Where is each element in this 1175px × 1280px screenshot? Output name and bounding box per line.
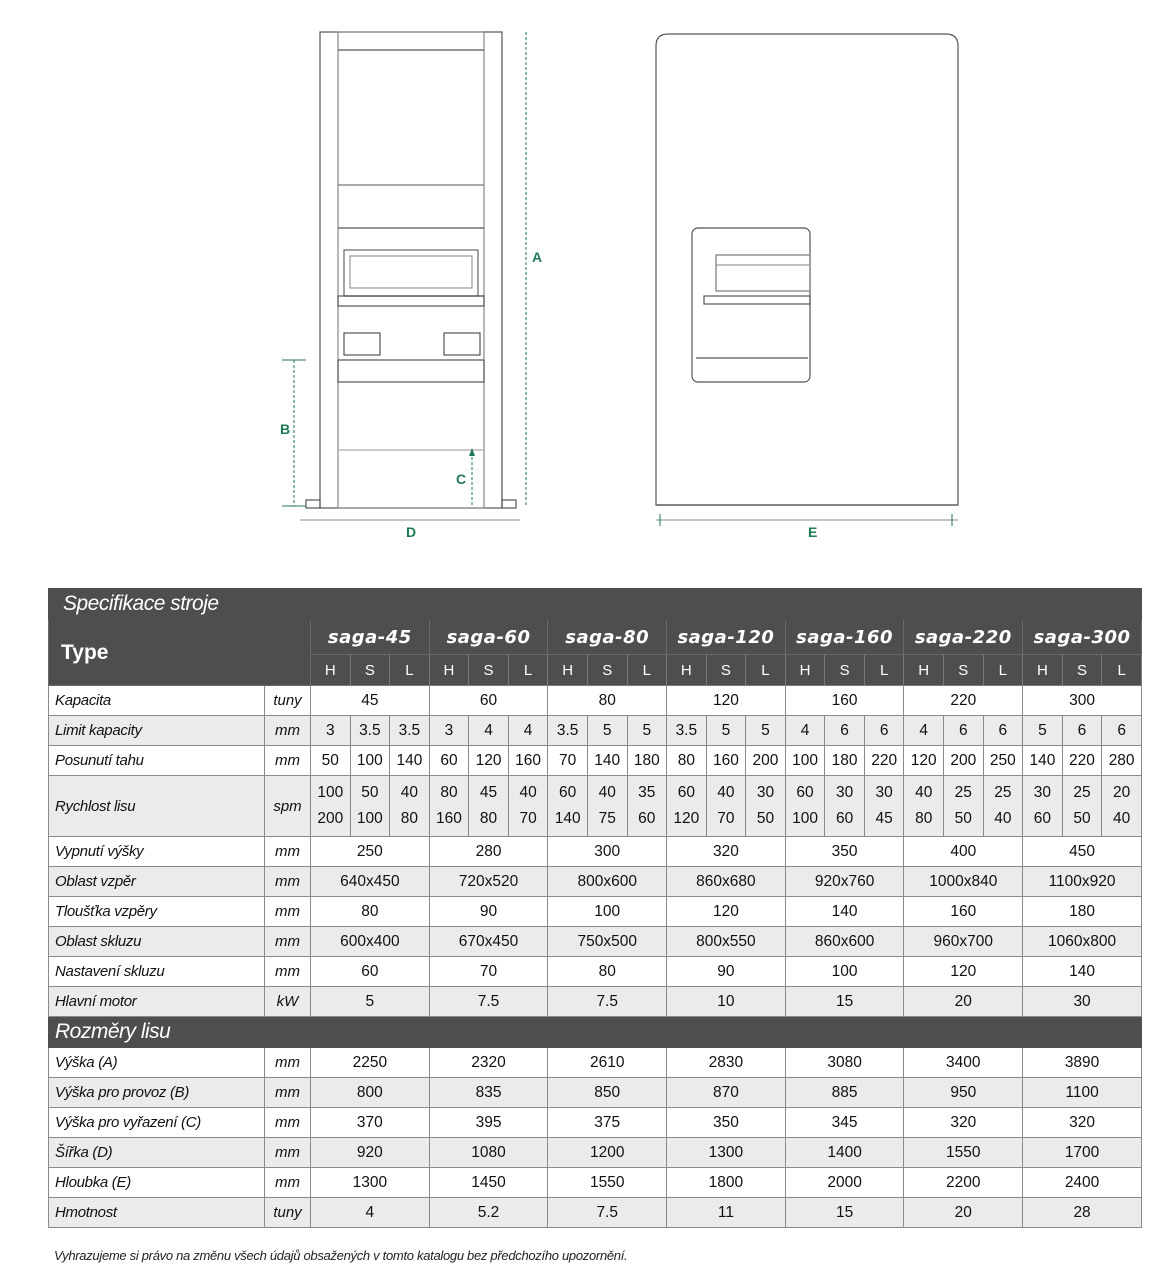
value-bottom: 120 — [673, 810, 700, 827]
row-label: Šířka (D) — [49, 1138, 265, 1168]
value-cell: 1550 — [548, 1168, 667, 1198]
variant-header: S — [706, 655, 746, 686]
spec-section-title: Specifikace stroje — [49, 589, 1142, 620]
value-cell: 920x760 — [785, 867, 904, 897]
front-view-drawing — [306, 32, 516, 508]
dims-section-row — [49, 1017, 1142, 1048]
row-label: Hloubka (E) — [49, 1168, 265, 1198]
value-cell: 90 — [429, 897, 548, 927]
value-cell: 120 — [667, 897, 786, 927]
dims-section-title: Rozměry lisu — [49, 1017, 1142, 1048]
value-cell: 50 — [311, 746, 351, 776]
row-unit: spm — [265, 776, 311, 837]
value-cell: 920 — [311, 1138, 430, 1168]
value-top: 30 — [875, 784, 893, 801]
stacked-cell — [350, 776, 390, 837]
row-label: Posunutí tahu — [49, 746, 265, 776]
variant-header: H — [548, 655, 588, 686]
value-cell: 140 — [1023, 746, 1063, 776]
value-cell: 860x680 — [667, 867, 786, 897]
row-unit: mm — [265, 1048, 311, 1078]
stacked-cell — [944, 776, 984, 837]
value-cell: 350 — [785, 837, 904, 867]
variant-header: S — [944, 655, 984, 686]
dim-row — [49, 1048, 1142, 1078]
value-cell: 280 — [1102, 746, 1142, 776]
value-bottom: 60 — [1033, 810, 1052, 827]
value-bottom: 70 — [519, 810, 537, 827]
spec-table-body — [49, 589, 1142, 1228]
value-cell: 300 — [548, 837, 667, 867]
value-cell: 5 — [311, 987, 430, 1017]
value-cell: 1300 — [667, 1138, 786, 1168]
value-cell: 20 — [904, 987, 1023, 1017]
value-top: 45 — [479, 784, 498, 801]
value-cell: 2830 — [667, 1048, 786, 1078]
value-cell: 200 — [746, 746, 786, 776]
value-cell: 860x600 — [785, 927, 904, 957]
value-cell: 2610 — [548, 1048, 667, 1078]
row-unit: kW — [265, 987, 311, 1017]
value-cell: 280 — [429, 837, 548, 867]
value-cell: 100 — [785, 746, 825, 776]
value-cell: 100 — [785, 957, 904, 987]
stacked-cell — [627, 776, 667, 837]
value-cell: 45 — [311, 686, 430, 716]
value-cell: 11 — [667, 1198, 786, 1228]
value-cell: 3.5 — [350, 716, 390, 746]
value-bottom: 70 — [717, 810, 735, 827]
value-cell: 320 — [904, 1108, 1023, 1138]
value-cell: 1400 — [785, 1138, 904, 1168]
row-label: Hlavní motor — [49, 987, 265, 1017]
value-cell: 70 — [429, 957, 548, 987]
spec-row — [49, 927, 1142, 957]
value-bottom: 100 — [792, 810, 818, 827]
variant-header: L — [390, 655, 430, 686]
value-cell: 180 — [627, 746, 667, 776]
value-top: 25 — [954, 784, 972, 801]
value-cell: 3890 — [1023, 1048, 1142, 1078]
row-label: Výška (A) — [49, 1048, 265, 1078]
value-cell: 1700 — [1023, 1138, 1142, 1168]
side-dimensions — [656, 514, 958, 526]
variant-header: H — [667, 655, 707, 686]
value-cell: 5.2 — [429, 1198, 548, 1228]
variant-header: H — [1023, 655, 1063, 686]
model-header: saga-120 — [667, 620, 786, 655]
value-cell: 870 — [667, 1078, 786, 1108]
value-cell: 160 — [508, 746, 548, 776]
value-cell: 3080 — [785, 1048, 904, 1078]
value-cell: 850 — [548, 1078, 667, 1108]
value-top: 50 — [361, 784, 379, 801]
value-cell: 3.5 — [390, 716, 430, 746]
value-bottom: 80 — [479, 810, 498, 827]
value-cell: 2320 — [429, 1048, 548, 1078]
value-cell: 350 — [667, 1108, 786, 1138]
variant-header: L — [508, 655, 548, 686]
value-cell: 1550 — [904, 1138, 1023, 1168]
value-cell: 90 — [667, 957, 786, 987]
value-cell: 2200 — [904, 1168, 1023, 1198]
value-cell: 3.5 — [548, 716, 588, 746]
dim-row — [49, 1078, 1142, 1108]
value-cell: 250 — [983, 746, 1023, 776]
value-cell: 800x550 — [667, 927, 786, 957]
variant-header: H — [311, 655, 351, 686]
value-cell: 6 — [1102, 716, 1142, 746]
row-label: Rychlost lisu — [49, 776, 265, 837]
value-cell: 1450 — [429, 1168, 548, 1198]
variant-header: S — [587, 655, 627, 686]
value-cell: 100 — [548, 897, 667, 927]
machine-drawings — [0, 0, 1175, 560]
value-cell: 670x450 — [429, 927, 548, 957]
dim-label-c: C — [456, 471, 467, 487]
value-cell: 345 — [785, 1108, 904, 1138]
model-header: saga-45 — [311, 620, 430, 655]
model-header-row — [49, 620, 1142, 655]
value-cell: 28 — [1023, 1198, 1142, 1228]
dim-label-d: D — [406, 524, 417, 540]
dim-label-a: A — [532, 249, 543, 265]
row-unit: mm — [265, 927, 311, 957]
value-cell: 370 — [311, 1108, 430, 1138]
value-cell: 7.5 — [548, 1198, 667, 1228]
value-bottom: 60 — [638, 810, 656, 827]
value-cell: 4 — [904, 716, 944, 746]
model-header: saga-80 — [548, 620, 667, 655]
variant-header: S — [350, 655, 390, 686]
value-cell: 1800 — [667, 1168, 786, 1198]
value-cell: 5 — [587, 716, 627, 746]
stacked-cell — [1062, 776, 1102, 837]
stacked-cell — [983, 776, 1023, 837]
value-cell: 4 — [469, 716, 509, 746]
row-unit: mm — [265, 957, 311, 987]
value-cell: 885 — [785, 1078, 904, 1108]
stacked-cell — [311, 776, 351, 837]
footnote: Vyhrazujeme si právo na změnu všech údajů obsažených v tomto katalogu bez předchozího upozornění. — [54, 1248, 628, 1263]
variant-header: H — [429, 655, 469, 686]
value-cell: 800x600 — [548, 867, 667, 897]
value-cell: 800 — [311, 1078, 430, 1108]
variant-header: L — [746, 655, 786, 686]
value-cell: 3.5 — [667, 716, 707, 746]
row-label: Nastavení skluzu — [49, 957, 265, 987]
value-cell: 120 — [904, 746, 944, 776]
value-cell: 220 — [864, 746, 904, 776]
value-cell: 750x500 — [548, 927, 667, 957]
value-cell: 2250 — [311, 1048, 430, 1078]
value-cell: 600x400 — [311, 927, 430, 957]
value-cell: 140 — [390, 746, 430, 776]
value-top: 100 — [317, 784, 344, 801]
value-cell: 960x700 — [904, 927, 1023, 957]
stacked-cell — [864, 776, 904, 837]
row-unit: mm — [265, 1138, 311, 1168]
value-cell: 950 — [904, 1078, 1023, 1108]
value-cell: 10 — [667, 987, 786, 1017]
value-cell: 30 — [1023, 987, 1142, 1017]
row-label: Vypnutí výšky — [49, 837, 265, 867]
value-top: 30 — [1033, 784, 1052, 801]
value-bottom: 45 — [875, 810, 893, 827]
value-top: 40 — [598, 784, 616, 801]
value-cell: 1300 — [311, 1168, 430, 1198]
value-cell: 395 — [429, 1108, 548, 1138]
model-header: saga-160 — [785, 620, 904, 655]
spec-section-row — [49, 589, 1142, 620]
value-bottom: 80 — [915, 810, 933, 827]
value-bottom: 200 — [317, 810, 344, 827]
stacked-cell — [785, 776, 825, 837]
stacked-cell — [706, 776, 746, 837]
value-bottom: 50 — [756, 810, 775, 827]
value-bottom: 60 — [835, 810, 854, 827]
stacked-cell — [508, 776, 548, 837]
row-label: Oblast skluzu — [49, 927, 265, 957]
value-cell: 15 — [785, 987, 904, 1017]
value-cell: 6 — [1062, 716, 1102, 746]
row-unit: tuny — [265, 1198, 311, 1228]
side-view-drawing — [656, 34, 958, 505]
value-cell: 140 — [1023, 957, 1142, 987]
value-top: 60 — [677, 784, 695, 801]
value-cell: 70 — [548, 746, 588, 776]
value-bottom: 160 — [436, 810, 462, 827]
value-cell: 250 — [311, 837, 430, 867]
dim-row — [49, 1168, 1142, 1198]
value-top: 20 — [1113, 784, 1131, 801]
value-cell: 120 — [667, 686, 786, 716]
row-label: Limit kapacity — [49, 716, 265, 746]
spec-row — [49, 987, 1142, 1017]
value-cell: 7.5 — [429, 987, 548, 1017]
value-cell: 6 — [825, 716, 865, 746]
row-label: Kapacita — [49, 686, 265, 716]
stacked-cell — [548, 776, 588, 837]
value-cell: 80 — [548, 686, 667, 716]
value-cell: 2400 — [1023, 1168, 1142, 1198]
value-bottom: 50 — [954, 810, 972, 827]
dim-row — [49, 1138, 1142, 1168]
stacked-cell — [587, 776, 627, 837]
value-cell: 20 — [904, 1198, 1023, 1228]
variant-header: H — [785, 655, 825, 686]
value-bottom: 40 — [994, 810, 1012, 827]
row-label: Oblast vzpěr — [49, 867, 265, 897]
type-header: Type — [49, 620, 311, 686]
spec-row — [49, 776, 1142, 837]
stacked-cell — [667, 776, 707, 837]
value-cell: 60 — [429, 746, 469, 776]
value-cell: 5 — [1023, 716, 1063, 746]
row-unit: mm — [265, 1168, 311, 1198]
row-label: Výška pro provoz (B) — [49, 1078, 265, 1108]
value-cell: 1200 — [548, 1138, 667, 1168]
value-cell: 6 — [944, 716, 984, 746]
model-header: saga-300 — [1023, 620, 1142, 655]
stacked-cell — [746, 776, 786, 837]
value-cell: 120 — [469, 746, 509, 776]
row-unit: mm — [265, 746, 311, 776]
value-bottom: 80 — [400, 810, 419, 827]
variant-header: L — [983, 655, 1023, 686]
value-cell: 835 — [429, 1078, 548, 1108]
value-cell: 320 — [667, 837, 786, 867]
value-top: 30 — [835, 784, 854, 801]
value-cell: 15 — [785, 1198, 904, 1228]
stacked-cell — [469, 776, 509, 837]
variant-header: L — [864, 655, 904, 686]
spec-row — [49, 957, 1142, 987]
stacked-cell — [904, 776, 944, 837]
value-cell: 180 — [1023, 897, 1142, 927]
value-cell: 5 — [627, 716, 667, 746]
front-dimensions — [282, 32, 526, 520]
value-cell: 1100x920 — [1023, 867, 1142, 897]
value-cell: 4 — [311, 1198, 430, 1228]
dim-row — [49, 1108, 1142, 1138]
value-bottom: 140 — [554, 810, 581, 827]
value-cell: 80 — [311, 897, 430, 927]
stacked-cell — [429, 776, 469, 837]
value-cell: 3 — [311, 716, 351, 746]
row-unit: mm — [265, 867, 311, 897]
row-unit: mm — [265, 837, 311, 867]
value-top: 60 — [796, 784, 814, 801]
value-cell: 100 — [350, 746, 390, 776]
spec-row — [49, 837, 1142, 867]
spec-row — [49, 716, 1142, 746]
value-cell: 180 — [825, 746, 865, 776]
value-cell: 2000 — [785, 1168, 904, 1198]
stacked-cell — [825, 776, 865, 837]
value-cell: 1000x840 — [904, 867, 1023, 897]
model-header: saga-60 — [429, 620, 548, 655]
value-cell: 60 — [311, 957, 430, 987]
row-label: Výška pro vyřazení (C) — [49, 1108, 265, 1138]
value-cell: 220 — [1062, 746, 1102, 776]
value-cell: 7.5 — [548, 987, 667, 1017]
value-top: 40 — [519, 784, 537, 801]
row-label: Hmotnost — [49, 1198, 265, 1228]
value-cell: 1100 — [1023, 1078, 1142, 1108]
dim-label-b: B — [280, 421, 291, 437]
value-cell: 160 — [785, 686, 904, 716]
value-top: 35 — [638, 784, 656, 801]
value-top: 40 — [717, 784, 735, 801]
value-cell: 6 — [864, 716, 904, 746]
value-top: 25 — [1073, 784, 1091, 801]
spec-row — [49, 746, 1142, 776]
value-cell: 640x450 — [311, 867, 430, 897]
value-cell: 5 — [746, 716, 786, 746]
value-cell: 4 — [508, 716, 548, 746]
value-cell: 300 — [1023, 686, 1142, 716]
value-cell: 5 — [706, 716, 746, 746]
value-top: 30 — [756, 784, 775, 801]
value-cell: 160 — [706, 746, 746, 776]
row-unit: tuny — [265, 686, 311, 716]
dim-label-e: E — [808, 524, 818, 540]
value-cell: 320 — [1023, 1108, 1142, 1138]
spec-row — [49, 867, 1142, 897]
value-cell: 4 — [785, 716, 825, 746]
row-unit: mm — [265, 1078, 311, 1108]
value-bottom: 75 — [598, 810, 616, 827]
variant-header: L — [627, 655, 667, 686]
value-bottom: 40 — [1113, 810, 1131, 827]
spec-row — [49, 897, 1142, 927]
value-cell: 80 — [667, 746, 707, 776]
value-top: 40 — [400, 784, 419, 801]
value-cell: 140 — [587, 746, 627, 776]
value-top: 25 — [994, 784, 1012, 801]
dim-row — [49, 1198, 1142, 1228]
value-cell: 375 — [548, 1108, 667, 1138]
value-cell: 120 — [904, 957, 1023, 987]
value-cell: 450 — [1023, 837, 1142, 867]
value-bottom: 100 — [356, 810, 383, 827]
spec-row — [49, 686, 1142, 716]
value-cell: 220 — [904, 686, 1023, 716]
variant-header: S — [1062, 655, 1102, 686]
value-top: 80 — [440, 784, 458, 801]
value-top: 60 — [559, 784, 577, 801]
value-cell: 720x520 — [429, 867, 548, 897]
spec-table — [48, 588, 1142, 1228]
stacked-cell — [390, 776, 430, 837]
value-cell: 140 — [785, 897, 904, 927]
value-cell: 160 — [904, 897, 1023, 927]
value-cell: 3 — [429, 716, 469, 746]
row-unit: mm — [265, 897, 311, 927]
value-bottom: 50 — [1073, 810, 1091, 827]
value-cell: 80 — [548, 957, 667, 987]
value-cell: 200 — [944, 746, 984, 776]
stacked-cell — [1102, 776, 1142, 837]
variant-header: L — [1102, 655, 1142, 686]
value-top: 40 — [915, 784, 933, 801]
row-unit: mm — [265, 716, 311, 746]
stacked-cell — [1023, 776, 1063, 837]
value-cell: 6 — [983, 716, 1023, 746]
value-cell: 400 — [904, 837, 1023, 867]
row-unit: mm — [265, 1108, 311, 1138]
variant-header: S — [825, 655, 865, 686]
variant-header: H — [904, 655, 944, 686]
value-cell: 3400 — [904, 1048, 1023, 1078]
variant-header: S — [469, 655, 509, 686]
value-cell: 60 — [429, 686, 548, 716]
model-header: saga-220 — [904, 620, 1023, 655]
row-label: Tloušťka vzpěry — [49, 897, 265, 927]
value-cell: 1080 — [429, 1138, 548, 1168]
value-cell: 1060x800 — [1023, 927, 1142, 957]
